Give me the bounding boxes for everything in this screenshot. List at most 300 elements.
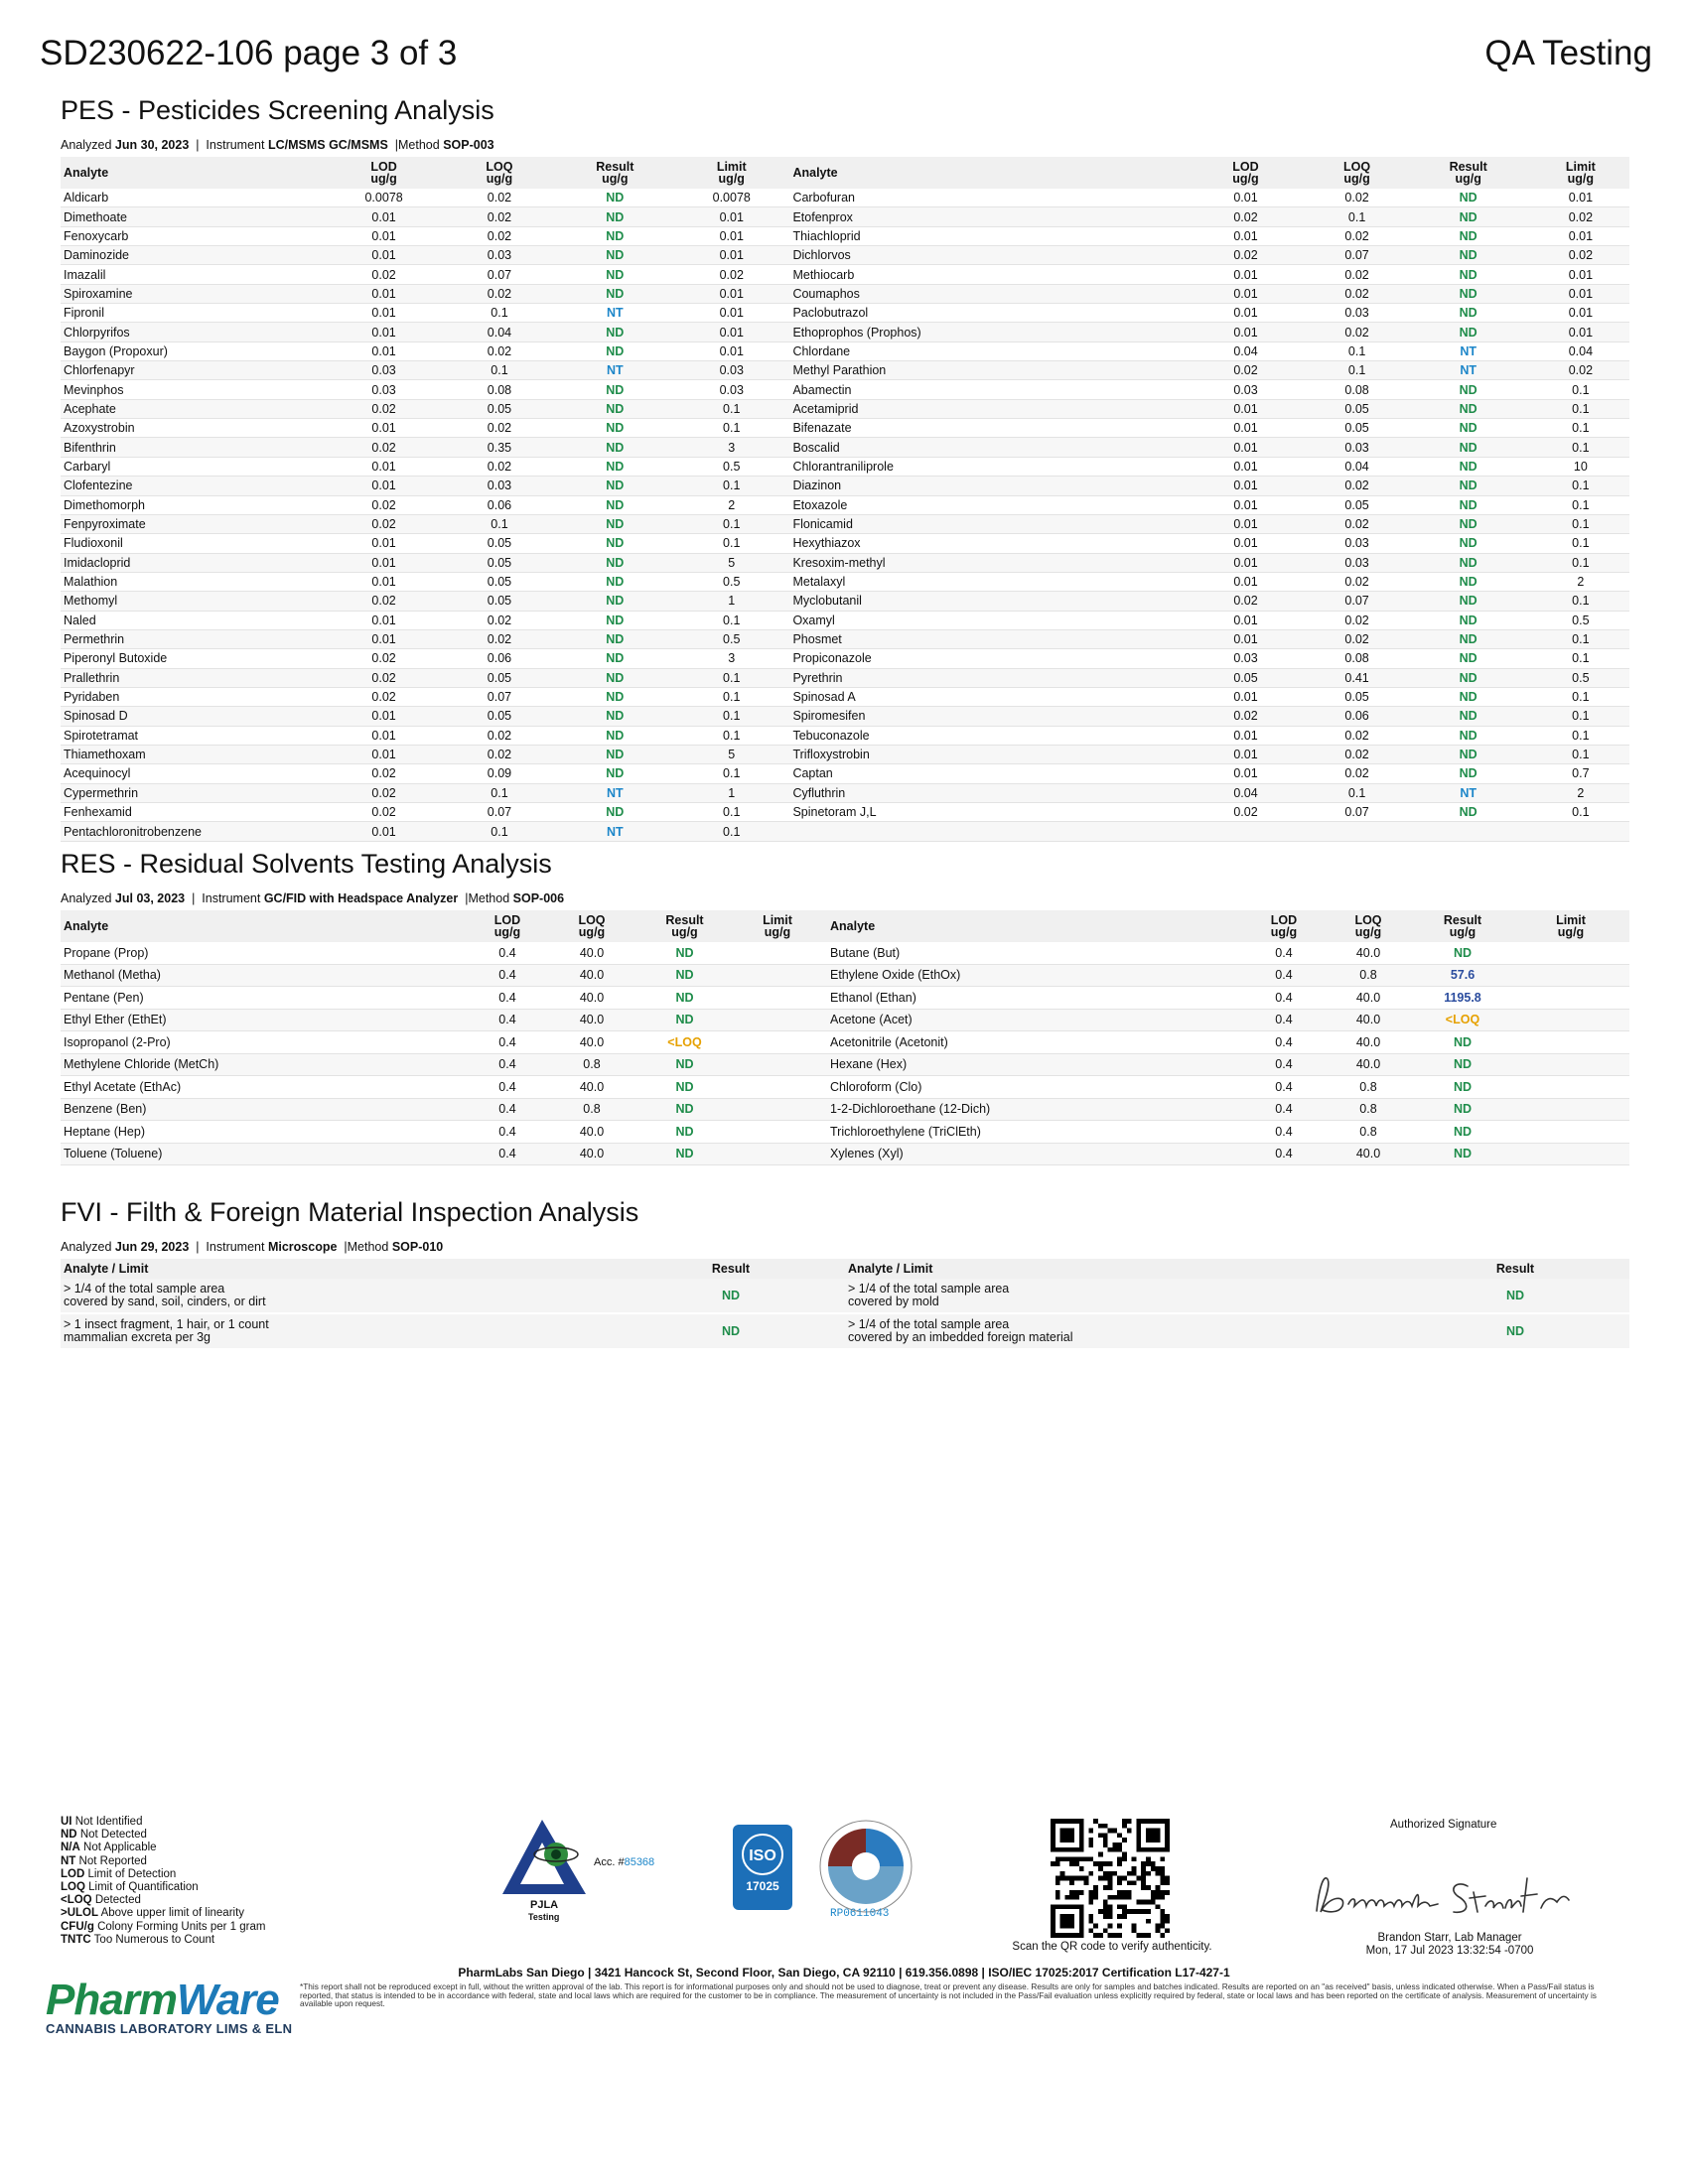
res-cell-lod: 0.4 bbox=[1244, 1009, 1324, 1031]
pes-cell-lod: 0.01 bbox=[326, 745, 442, 763]
res-meta: Analyzed Jul 03, 2023 | Instrument GC/FID with Headspace Analyzer |Method SOP-006 bbox=[61, 891, 565, 905]
res-cell-analyte: Benzene (Ben) bbox=[61, 1098, 473, 1121]
res-cell-loq: 40.0 bbox=[542, 1143, 641, 1165]
pes-cell-analyte: Clofentezine bbox=[61, 477, 326, 495]
pes-cell-loq: 0.03 bbox=[1310, 553, 1405, 572]
pes-cell-limit: 0.1 bbox=[1532, 514, 1629, 533]
iso-17025-logo bbox=[731, 1823, 794, 1912]
res-cell-limit bbox=[728, 1031, 827, 1054]
pes-cell-limit bbox=[1532, 822, 1629, 841]
legend-item: TNTC Too Numerous to Count bbox=[61, 1933, 215, 1946]
pes-cell-limit: 0.1 bbox=[1532, 707, 1629, 726]
pes-row bbox=[61, 323, 1629, 341]
legend-item: NT Not Reported bbox=[61, 1854, 147, 1867]
pes-cell-limit: 0.01 bbox=[1532, 265, 1629, 284]
pes-cell-lod: 0.02 bbox=[326, 592, 442, 611]
res-cell-loq: 40.0 bbox=[1324, 1009, 1413, 1031]
pes-cell-analyte: Daminozide bbox=[61, 246, 326, 265]
pes-cell-loq: 0.05 bbox=[442, 668, 556, 687]
pes-cell-analyte: Fipronil bbox=[61, 304, 326, 323]
pes-cell-limit: 0.1 bbox=[673, 514, 789, 533]
pes-cell-result: ND bbox=[557, 707, 673, 726]
pes-cell-loq: 0.05 bbox=[442, 592, 556, 611]
pes-cell-lod: 0.01 bbox=[326, 553, 442, 572]
pes-cell-limit: 0.01 bbox=[1532, 284, 1629, 303]
pharmware-logo: PharmWare CANNABIS LABORATORY LIMS & ELN bbox=[46, 1976, 293, 2036]
pes-cell-result: ND bbox=[557, 803, 673, 822]
res-cell-lod: 0.4 bbox=[473, 1031, 542, 1054]
svg-text:ISO: ISO bbox=[749, 1847, 776, 1864]
pes-cell-analyte: Fludioxonil bbox=[61, 534, 326, 553]
pes-cell-lod: 0.02 bbox=[326, 764, 442, 783]
pes-cell-loq: 0.03 bbox=[1310, 438, 1405, 457]
pes-cell-analyte: Captan bbox=[789, 764, 1182, 783]
registration-number: RP0611043 bbox=[830, 1908, 890, 1920]
fvi-row bbox=[61, 1279, 1629, 1313]
res-cell-loq: 40.0 bbox=[542, 1076, 641, 1099]
pes-cell-loq: 0.02 bbox=[1310, 323, 1405, 341]
pes-cell-analyte: Myclobutanil bbox=[789, 592, 1182, 611]
qr-caption: Scan the QR code to verify authenticity. bbox=[1012, 1941, 1212, 1953]
res-cell-loq: 0.8 bbox=[1324, 1121, 1413, 1144]
pes-cell-result: ND bbox=[557, 265, 673, 284]
pes-cell-result: ND bbox=[1405, 629, 1532, 648]
pes-cell-loq: 0.03 bbox=[1310, 534, 1405, 553]
pes-cell-limit: 0.02 bbox=[1532, 207, 1629, 226]
pes-cell-analyte: Permethrin bbox=[61, 629, 326, 648]
res-cell-lod: 0.4 bbox=[473, 987, 542, 1010]
pes-cell-loq: 0.07 bbox=[1310, 246, 1405, 265]
pes-cell-limit: 0.02 bbox=[1532, 361, 1629, 380]
fvi-table: Analyte / Limit Result Analyte / Limit Result > 1/4 of the total sample area covered by sand, soil, cinders, or dirt ND > 1/4 of the total sample area covered by mold ND > 1 insect fragment, 1 hair, or 1 count mammalian excreta per 3g ND > 1/4 of the total sample area covered by an imbedded foreign material ND bbox=[61, 1259, 1629, 1350]
pes-cell-limit: 0.1 bbox=[673, 477, 789, 495]
pes-cell-lod: 0.01 bbox=[1182, 226, 1309, 245]
res-cell-limit bbox=[728, 1009, 827, 1031]
pes-cell-analyte: Mevinphos bbox=[61, 380, 326, 399]
res-cell-result: ND bbox=[1413, 1121, 1512, 1144]
pes-cell-result: ND bbox=[557, 495, 673, 514]
pes-cell-result: ND bbox=[557, 649, 673, 668]
pes-cell-limit: 0.1 bbox=[673, 668, 789, 687]
pes-cell-analyte: Paclobutrazol bbox=[789, 304, 1182, 323]
pes-cell-limit: 0.1 bbox=[1532, 726, 1629, 745]
pes-cell-result: ND bbox=[557, 341, 673, 360]
pes-cell-loq: 0.35 bbox=[442, 438, 556, 457]
res-cell-limit bbox=[1512, 1098, 1629, 1121]
pes-cell-result: ND bbox=[557, 592, 673, 611]
pes-cell-limit: 0.5 bbox=[673, 572, 789, 591]
pes-cell-analyte: Spinosad D bbox=[61, 707, 326, 726]
pes-row bbox=[61, 514, 1629, 533]
pes-row bbox=[61, 438, 1629, 457]
pes-cell-limit: 0.01 bbox=[673, 207, 789, 226]
fvi-cell-result: ND bbox=[1401, 1313, 1629, 1349]
pes-row bbox=[61, 572, 1629, 591]
pes-cell-analyte: Azoxystrobin bbox=[61, 419, 326, 438]
res-cell-analyte: Acetone (Acet) bbox=[827, 1009, 1244, 1031]
res-cell-loq: 0.8 bbox=[542, 1098, 641, 1121]
pes-cell-lod: 0.01 bbox=[1182, 514, 1309, 533]
res-cell-result: ND bbox=[641, 1121, 728, 1144]
pes-cell-analyte: Fenpyroximate bbox=[61, 514, 326, 533]
pes-cell-limit: 1 bbox=[673, 783, 789, 802]
res-cell-limit bbox=[1512, 942, 1629, 964]
pes-cell-result: ND bbox=[557, 380, 673, 399]
res-cell-limit bbox=[728, 1143, 827, 1165]
pes-cell-loq: 0.02 bbox=[442, 226, 556, 245]
res-cell-analyte: Ethyl Acetate (EthAc) bbox=[61, 1076, 473, 1099]
res-cell-lod: 0.4 bbox=[473, 1121, 542, 1144]
res-cell-loq: 40.0 bbox=[1324, 1053, 1413, 1076]
pes-cell-result: ND bbox=[557, 687, 673, 706]
pes-cell-lod: 0.01 bbox=[1182, 265, 1309, 284]
pes-row bbox=[61, 592, 1629, 611]
pes-cell-result: ND bbox=[557, 668, 673, 687]
pes-cell-limit: 0.01 bbox=[1532, 323, 1629, 341]
pes-cell-analyte: Cyfluthrin bbox=[789, 783, 1182, 802]
res-cell-limit bbox=[1512, 987, 1629, 1010]
pes-cell-lod: 0.01 bbox=[326, 477, 442, 495]
pes-cell-lod: 0.01 bbox=[1182, 553, 1309, 572]
pes-title: PES - Pesticides Screening Analysis bbox=[61, 95, 494, 125]
res-cell-lod: 0.4 bbox=[1244, 942, 1324, 964]
res-cell-lod: 0.4 bbox=[473, 1009, 542, 1031]
res-cell-limit bbox=[728, 942, 827, 964]
pes-cell-loq: 0.05 bbox=[1310, 687, 1405, 706]
pes-cell-result: ND bbox=[557, 611, 673, 629]
pes-cell-limit: 0.1 bbox=[1532, 629, 1629, 648]
res-cell-analyte: Toluene (Toluene) bbox=[61, 1143, 473, 1165]
pes-cell-result: ND bbox=[557, 553, 673, 572]
pes-cell-analyte bbox=[789, 822, 1182, 841]
res-cell-analyte: Trichloroethylene (TriClEth) bbox=[827, 1121, 1244, 1144]
pes-cell-analyte: Spiroxamine bbox=[61, 284, 326, 303]
res-cell-lod: 0.4 bbox=[1244, 1143, 1324, 1165]
pes-cell-loq: 0.02 bbox=[1310, 284, 1405, 303]
report-id-page: SD230622-106 page 3 of 3 bbox=[40, 34, 458, 72]
pes-cell-limit: 0.1 bbox=[1532, 592, 1629, 611]
pes-row bbox=[61, 265, 1629, 284]
res-cell-limit bbox=[728, 1098, 827, 1121]
authorized-signature-label: Authorized Signature bbox=[1390, 1819, 1497, 1831]
pes-cell-result: ND bbox=[1405, 477, 1532, 495]
pes-row bbox=[61, 207, 1629, 226]
fvi-cell-result: ND bbox=[617, 1279, 845, 1313]
pes-cell-limit: 0.5 bbox=[673, 457, 789, 476]
pes-cell-result bbox=[1405, 822, 1532, 841]
pes-cell-analyte: Chlorpyrifos bbox=[61, 323, 326, 341]
pes-cell-lod: 0.04 bbox=[1182, 783, 1309, 802]
pes-cell-result: NT bbox=[557, 304, 673, 323]
pes-cell-analyte: Imidacloprid bbox=[61, 553, 326, 572]
pes-cell-loq: 0.02 bbox=[1310, 726, 1405, 745]
pes-row bbox=[61, 822, 1629, 841]
res-cell-result: ND bbox=[1413, 1143, 1512, 1165]
pes-cell-limit: 0.01 bbox=[1532, 304, 1629, 323]
pes-cell-lod: 0.01 bbox=[326, 419, 442, 438]
pes-row bbox=[61, 687, 1629, 706]
res-cell-lod: 0.4 bbox=[1244, 1031, 1324, 1054]
pes-cell-analyte: Kresoxim-methyl bbox=[789, 553, 1182, 572]
pes-cell-result: ND bbox=[557, 189, 673, 207]
res-cell-loq: 40.0 bbox=[542, 942, 641, 964]
pes-cell-loq: 0.02 bbox=[1310, 611, 1405, 629]
res-cell-result: ND bbox=[1413, 942, 1512, 964]
pes-cell-analyte: Acetamiprid bbox=[789, 399, 1182, 418]
pes-cell-analyte: Methyl Parathion bbox=[789, 361, 1182, 380]
pes-cell-loq: 0.1 bbox=[1310, 361, 1405, 380]
pes-cell-limit: 0.01 bbox=[673, 284, 789, 303]
pes-row bbox=[61, 226, 1629, 245]
res-cell-lod: 0.4 bbox=[1244, 1098, 1324, 1121]
pes-cell-loq: 0.1 bbox=[442, 361, 556, 380]
pes-cell-lod: 0.02 bbox=[326, 438, 442, 457]
pes-cell-result: ND bbox=[1405, 611, 1532, 629]
pes-cell-analyte: Metalaxyl bbox=[789, 572, 1182, 591]
pes-cell-lod: 0.02 bbox=[1182, 592, 1309, 611]
pes-cell-limit: 0.1 bbox=[1532, 687, 1629, 706]
fvi-cell-result: ND bbox=[1401, 1279, 1629, 1313]
pes-row bbox=[61, 457, 1629, 476]
pes-cell-loq: 0.02 bbox=[1310, 764, 1405, 783]
pes-cell-loq: 0.03 bbox=[1310, 304, 1405, 323]
pes-row bbox=[61, 668, 1629, 687]
pes-cell-limit: 0.1 bbox=[1532, 438, 1629, 457]
res-cell-analyte: Isopropanol (2-Pro) bbox=[61, 1031, 473, 1054]
pes-cell-limit: 0.01 bbox=[673, 341, 789, 360]
pes-cell-result: ND bbox=[1405, 246, 1532, 265]
pes-cell-lod: 0.01 bbox=[1182, 438, 1309, 457]
pes-cell-loq: 0.02 bbox=[1310, 514, 1405, 533]
pes-cell-lod bbox=[1182, 822, 1309, 841]
pes-cell-loq: 0.03 bbox=[442, 246, 556, 265]
pes-cell-result: ND bbox=[1405, 399, 1532, 418]
pes-cell-analyte: Dichlorvos bbox=[789, 246, 1182, 265]
pes-cell-lod: 0.01 bbox=[1182, 745, 1309, 763]
pes-cell-limit: 1 bbox=[673, 592, 789, 611]
legend-item: ND Not Detected bbox=[61, 1829, 147, 1842]
pes-cell-limit: 0.1 bbox=[673, 419, 789, 438]
fvi-section bbox=[61, 1197, 1629, 1350]
res-cell-loq: 40.0 bbox=[542, 1121, 641, 1144]
res-cell-analyte: Ethylene Oxide (EthOx) bbox=[827, 964, 1244, 987]
res-cell-analyte: Butane (But) bbox=[827, 942, 1244, 964]
pes-cell-result: ND bbox=[1405, 265, 1532, 284]
res-row bbox=[61, 1121, 1629, 1144]
pes-cell-limit: 0.1 bbox=[1532, 399, 1629, 418]
pes-row bbox=[61, 534, 1629, 553]
pes-cell-result: ND bbox=[557, 246, 673, 265]
pes-cell-limit: 0.1 bbox=[673, 399, 789, 418]
pes-cell-loq: 0.1 bbox=[442, 304, 556, 323]
res-cell-limit bbox=[728, 964, 827, 987]
pes-cell-analyte: Etofenprox bbox=[789, 207, 1182, 226]
pjla-logo bbox=[494, 1815, 663, 1924]
pes-cell-result: ND bbox=[557, 438, 673, 457]
pes-cell-limit: 0.1 bbox=[1532, 534, 1629, 553]
pes-cell-limit: 2 bbox=[1532, 783, 1629, 802]
handwritten-signature bbox=[1309, 1866, 1589, 1926]
pes-cell-lod: 0.05 bbox=[1182, 668, 1309, 687]
pes-cell-analyte: Methomyl bbox=[61, 592, 326, 611]
pes-cell-lod: 0.01 bbox=[1182, 284, 1309, 303]
pes-cell-lod: 0.02 bbox=[1182, 803, 1309, 822]
pes-cell-analyte: Cypermethrin bbox=[61, 783, 326, 802]
pes-cell-result: ND bbox=[557, 764, 673, 783]
pes-cell-analyte: Hexythiazox bbox=[789, 534, 1182, 553]
res-cell-lod: 0.4 bbox=[473, 964, 542, 987]
pes-cell-limit: 3 bbox=[673, 649, 789, 668]
pes-cell-analyte: Imazalil bbox=[61, 265, 326, 284]
res-cell-limit bbox=[1512, 1121, 1629, 1144]
res-cell-loq: 0.8 bbox=[542, 1053, 641, 1076]
res-cell-lod: 0.4 bbox=[473, 1143, 542, 1165]
res-cell-loq: 40.0 bbox=[542, 1031, 641, 1054]
pes-cell-result: ND bbox=[557, 284, 673, 303]
pes-cell-limit: 0.01 bbox=[673, 304, 789, 323]
pes-cell-lod: 0.02 bbox=[326, 265, 442, 284]
pes-cell-loq: 0.05 bbox=[1310, 419, 1405, 438]
pes-cell-limit: 0.01 bbox=[673, 246, 789, 265]
pes-cell-loq: 0.03 bbox=[442, 477, 556, 495]
res-cell-result: ND bbox=[641, 987, 728, 1010]
res-cell-loq: 40.0 bbox=[1324, 1143, 1413, 1165]
pes-row bbox=[61, 783, 1629, 802]
res-cell-lod: 0.4 bbox=[473, 1053, 542, 1076]
pes-cell-loq: 0.02 bbox=[442, 341, 556, 360]
res-cell-lod: 0.4 bbox=[473, 942, 542, 964]
pes-cell-lod: 0.02 bbox=[326, 783, 442, 802]
pes-cell-limit: 3 bbox=[673, 438, 789, 457]
pes-cell-result: ND bbox=[557, 572, 673, 591]
pes-cell-result: ND bbox=[1405, 495, 1532, 514]
pes-cell-result: ND bbox=[1405, 207, 1532, 226]
pes-cell-loq: 0.1 bbox=[442, 822, 556, 841]
pes-cell-lod: 0.01 bbox=[1182, 764, 1309, 783]
pes-cell-lod: 0.02 bbox=[326, 514, 442, 533]
pes-meta: Analyzed Jun 30, 2023 | Instrument LC/MSMS GC/MSMS |Method SOP-003 bbox=[61, 138, 494, 152]
pes-cell-limit: 0.1 bbox=[1532, 649, 1629, 668]
pes-cell-loq: 0.02 bbox=[442, 726, 556, 745]
pes-cell-lod: 0.03 bbox=[1182, 380, 1309, 399]
pes-cell-loq: 0.1 bbox=[442, 783, 556, 802]
pes-cell-lod: 0.02 bbox=[326, 668, 442, 687]
pes-cell-result: ND bbox=[1405, 764, 1532, 783]
pes-cell-analyte: Diazinon bbox=[789, 477, 1182, 495]
pes-cell-lod: 0.01 bbox=[1182, 495, 1309, 514]
pes-cell-lod: 0.03 bbox=[326, 361, 442, 380]
pes-row bbox=[61, 649, 1629, 668]
pes-row bbox=[61, 495, 1629, 514]
pes-row bbox=[61, 726, 1629, 745]
res-cell-result: <LOQ bbox=[641, 1031, 728, 1054]
res-cell-analyte: 1-2-Dichloroethane (12-Dich) bbox=[827, 1098, 1244, 1121]
pes-cell-limit: 0.1 bbox=[673, 726, 789, 745]
pes-cell-loq: 0.07 bbox=[442, 687, 556, 706]
res-cell-loq: 0.8 bbox=[1324, 1098, 1413, 1121]
lab-name: QA Testing bbox=[1484, 34, 1652, 72]
res-row bbox=[61, 1009, 1629, 1031]
res-cell-result: ND bbox=[1413, 1031, 1512, 1054]
res-cell-lod: 0.4 bbox=[1244, 987, 1324, 1010]
pes-cell-lod: 0.01 bbox=[1182, 687, 1309, 706]
pes-cell-limit: 0.1 bbox=[1532, 380, 1629, 399]
pes-cell-loq: 0.02 bbox=[1310, 265, 1405, 284]
pes-row bbox=[61, 745, 1629, 763]
res-table: Analyte LOD ug/g LOQ ug/g Result ug/g Limit ug/g Analyte LOD ug/g LOQ ug/g Result ug/g Limit ug/g Propane (Prop) 0.4 40.0 ND Butane (But) 0.4 40.0 ND Methanol (Metha) 0.4 40.0 ND Ethylene Oxide (EthOx) 0.4 0.8 57.6 Pentane (Pen) 0.4 40.0 ND Ethanol (Ethan) 0.4 40.0 1195.8 Ethyl Ether (EthEt) 0.4 40.0 ND Acetone (Acet) 0.4 40.0 <LOQ Isopropanol (2-Pro) 0.4 40.0 <LOQ Acetonitrile (Acetonit) 0.4 40.0 ND Methylene Chloride (MetCh) 0.4 0.8 ND Hexane (Hex) 0.4 40.0 ND Ethyl Acetate (EthAc) 0.4 40.0 ND Chloroform (Clo) 0.4 0.8 ND Benzene (Ben) 0.4 0.8 ND 1-2-Dichloroethane (12-Dich) 0.4 0.8 ND Heptane (Hep) 0.4 40.0 ND Trichloroethylene (TriClEth) 0.4 0.8 ND Toluene (Toluene) 0.4 40.0 ND Xylenes (Xyl) 0.4 40.0 ND bbox=[61, 910, 1629, 1165]
pes-row bbox=[61, 399, 1629, 418]
pes-cell-limit: 0.1 bbox=[673, 611, 789, 629]
res-cell-limit bbox=[1512, 964, 1629, 987]
pes-cell-limit: 0.03 bbox=[673, 380, 789, 399]
pes-cell-limit: 0.1 bbox=[673, 707, 789, 726]
res-cell-result: ND bbox=[641, 942, 728, 964]
pes-cell-loq: 0.02 bbox=[1310, 629, 1405, 648]
pes-cell-lod: 0.01 bbox=[1182, 457, 1309, 476]
pes-cell-lod: 0.02 bbox=[1182, 246, 1309, 265]
pes-cell-lod: 0.02 bbox=[326, 495, 442, 514]
pes-cell-lod: 0.01 bbox=[1182, 189, 1309, 207]
fvi-title: FVI - Filth & Foreign Material Inspection Analysis bbox=[61, 1197, 639, 1227]
pes-cell-loq: 0.02 bbox=[442, 207, 556, 226]
pes-row bbox=[61, 764, 1629, 783]
pes-cell-result: ND bbox=[1405, 189, 1532, 207]
pes-cell-lod: 0.01 bbox=[326, 284, 442, 303]
pes-cell-analyte: Acephate bbox=[61, 399, 326, 418]
pes-cell-lod: 0.02 bbox=[1182, 361, 1309, 380]
pes-cell-result: ND bbox=[1405, 419, 1532, 438]
accreditation-number: Acc. #85368 bbox=[594, 1856, 655, 1868]
pes-row bbox=[61, 629, 1629, 648]
pes-cell-loq: 0.04 bbox=[442, 323, 556, 341]
dea-seal-logo bbox=[814, 1817, 917, 1916]
res-cell-analyte: Ethanol (Ethan) bbox=[827, 987, 1244, 1010]
pes-cell-result: ND bbox=[1405, 380, 1532, 399]
verification-qr-code[interactable] bbox=[1051, 1819, 1170, 1938]
pes-cell-loq: 0.07 bbox=[1310, 592, 1405, 611]
pes-cell-analyte: Acequinocyl bbox=[61, 764, 326, 783]
pes-cell-result: ND bbox=[1405, 284, 1532, 303]
pes-cell-limit: 0.1 bbox=[1532, 745, 1629, 763]
pes-cell-result: ND bbox=[1405, 592, 1532, 611]
res-cell-limit bbox=[1512, 1031, 1629, 1054]
pes-cell-loq: 0.02 bbox=[1310, 189, 1405, 207]
pes-cell-lod: 0.01 bbox=[1182, 304, 1309, 323]
pes-cell-analyte: Chlorantraniliprole bbox=[789, 457, 1182, 476]
pes-cell-loq: 0.06 bbox=[1310, 707, 1405, 726]
pes-cell-lod: 0.01 bbox=[326, 707, 442, 726]
pes-cell-lod: 0.01 bbox=[326, 323, 442, 341]
res-cell-loq: 40.0 bbox=[1324, 942, 1413, 964]
pes-cell-limit: 0.01 bbox=[1532, 189, 1629, 207]
res-cell-analyte: Methylene Chloride (MetCh) bbox=[61, 1053, 473, 1076]
pes-cell-limit: 0.1 bbox=[673, 803, 789, 822]
pes-cell-limit: 0.02 bbox=[1532, 246, 1629, 265]
fvi-cell-result: ND bbox=[617, 1313, 845, 1349]
pes-cell-loq: 0.05 bbox=[1310, 399, 1405, 418]
disclaimer: *This report shall not be reproduced except in full, without the written approval of the lab. This report is for informational purposes only and should not be used to diagnose, treat or prevent any disease. Results are only for samples and batches indicated. Results are reported on an "as received" basis, unless indicated otherwise. When a Pass/Fail status is reported, that status is intended to be in accordance with federal, state and local laws which are required for the customer to be in compliance. The measurement of uncertainty is not included in the Pass/Fail evaluation unless explicitly required by federal, state or local laws and has been reported on the certificate of analysis. Measurement of uncertainty is available upon request. bbox=[300, 1981, 1597, 2009]
res-row bbox=[61, 942, 1629, 964]
pes-cell-result: ND bbox=[1405, 438, 1532, 457]
res-section bbox=[61, 849, 1629, 1165]
res-row bbox=[61, 1143, 1629, 1165]
pes-cell-lod: 0.01 bbox=[1182, 726, 1309, 745]
pes-cell-analyte: Dimethoate bbox=[61, 207, 326, 226]
res-cell-limit bbox=[728, 1121, 827, 1144]
pes-cell-limit: 0.5 bbox=[1532, 668, 1629, 687]
pes-cell-analyte: Abamectin bbox=[789, 380, 1182, 399]
lab-address: PharmLabs San Diego | 3421 Hancock St, Second Floor, San Diego, CA 92110 | 619.356.0898 | ISO/IEC 17025:2017 Certification L17-427-1 bbox=[458, 1966, 1230, 1979]
